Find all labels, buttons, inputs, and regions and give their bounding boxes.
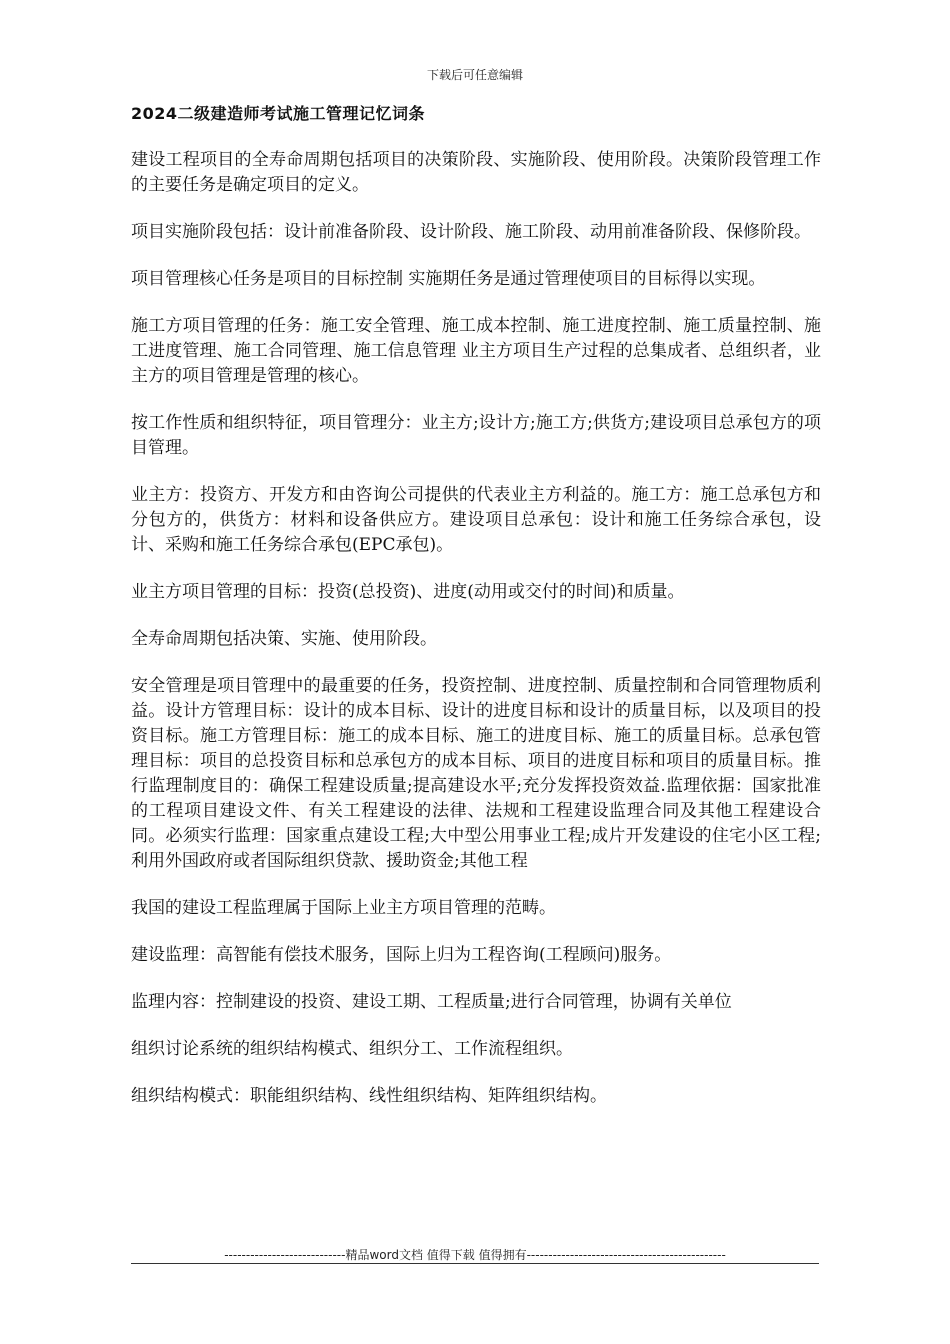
- paragraph-1: 建设工程项目的全寿命周期包括项目的决策阶段、实施阶段、使用阶段。决策阶段管理工作的主要任务是确定项目的定义。: [131, 150, 821, 195]
- paragraph-8: 全寿命周期包括决策、实施、使用阶段。: [131, 629, 437, 649]
- paragraph-10: 我国的建设工程监理属于国际上业主方项目管理的范畴。: [131, 898, 556, 918]
- paragraph-4: 施工方项目管理的任务：施工安全管理、施工成本控制、施工进度控制、施工质量控制、施工进度管理、施工合同管理、施工信息管理 业主方项目生产过程的总集成者、总组织者，业主方的项目管理是管理的核心。: [131, 316, 821, 386]
- paragraph-3: 项目管理核心任务是项目的目标控制 实施期任务是通过管理使项目的目标得以实现。: [131, 269, 766, 289]
- footer-divider: [131, 1263, 819, 1264]
- paragraph-14: 组织结构模式：职能组织结构、线性组织结构、矩阵组织结构。: [131, 1086, 607, 1106]
- paragraph-5: 按工作性质和组织特征，项目管理分：业主方;设计方;施工方;供货方;建设项目总承包方的项目管理。: [131, 413, 821, 458]
- paragraph-11: 建设监理：高智能有偿技术服务，国际上归为工程咨询(工程顾问)服务。: [131, 945, 672, 965]
- paragraph-2: 项目实施阶段包括：设计前准备阶段、设计阶段、施工阶段、动用前准备阶段、保修阶段。: [131, 222, 811, 242]
- document-title: 2024二级建造师考试施工管理记忆词条: [131, 104, 426, 123]
- paragraph-6: 业主方：投资方、开发方和由咨询公司提供的代表业主方利益的。施工方：施工总承包方和分包方的，供货方：材料和设备供应方。建设项目总承包：设计和施工任务综合承包，设计、采购和施工任务综合承包(EPC承包)。: [131, 485, 821, 555]
- page-footer-text: ----------------------------精品word文档 值得下载 值得拥有----------------------------------------------: [224, 1248, 726, 1262]
- paragraph-9: 安全管理是项目管理中的最重要的任务，投资控制、进度控制、质量控制和合同管理物质利益。设计方管理目标：设计的成本目标、设计的进度目标和设计的质量目标，以及项目的投资目标。施工方管理目标：施工的成本目标、施工的进度目标、施工的质量目标。总承包管理目标：项目的总投资目标和总承包方的成本目标、项目的进度目标和项目的质量目标。推行监理制度目的：确保工程建设质量;提高建设水平;充分发挥投资效益.监理依据：国家批准的工程项目建设文件、有关工程建设的法律、法规和工程建设监理合同及其他工程建设合同。必须实行监理：国家重点建设工程;大中型公用事业工程;成片开发建设的住宅小区工程;利用外国政府或者国际组织贷款、援助资金;其他工程: [131, 676, 821, 871]
- paragraph-12: 监理内容：控制建设的投资、建设工期、工程质量;进行合同管理，协调有关单位: [131, 992, 732, 1012]
- document-body: [131, 148, 821, 1131]
- page-header: 下载后可任意编辑: [426, 68, 523, 82]
- paragraph-13: 组织讨论系统的组织结构模式、组织分工、工作流程组织。: [131, 1039, 573, 1059]
- paragraph-7: 业主方项目管理的目标：投资(总投资)、进度(动用或交付的时间)和质量。: [131, 582, 685, 602]
